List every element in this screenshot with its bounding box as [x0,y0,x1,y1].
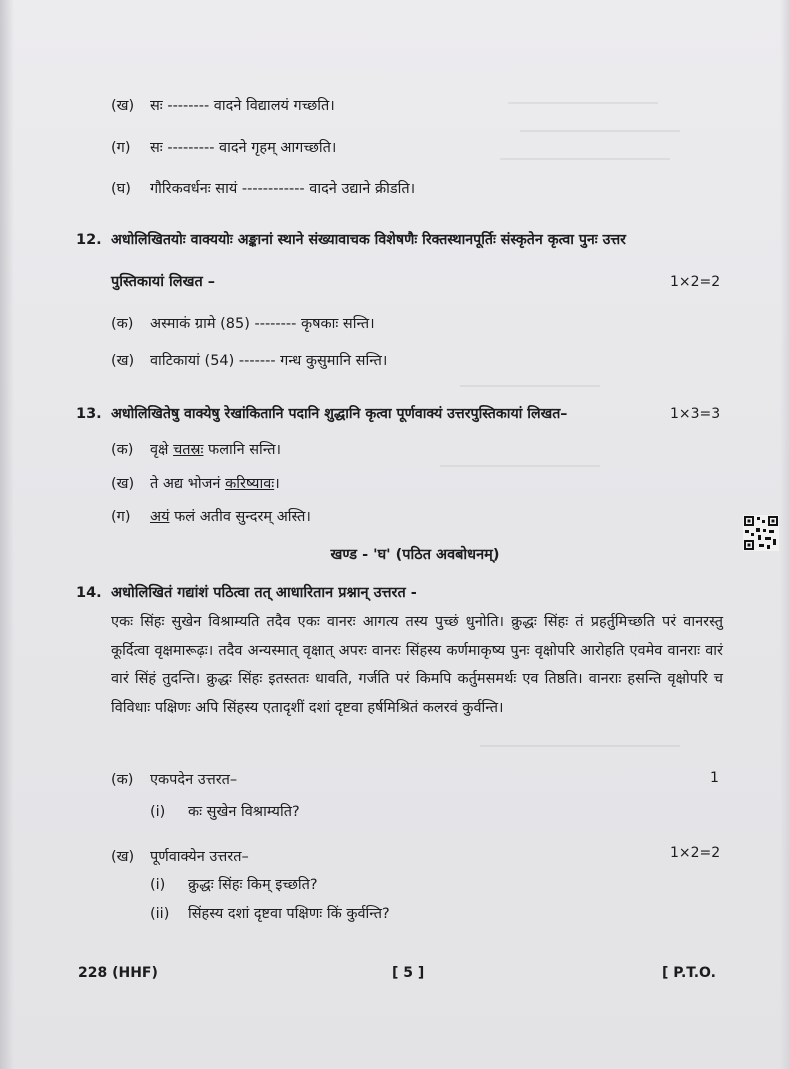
sub-item-text: सिंहस्य दशां दृष्टवा पक्षिणः किं कुर्वन्ति? [188,906,390,922]
underlined-word: चतस्रः [173,442,204,458]
question-text: अधोलिखितयोः वाक्ययोः अङ्कानां स्थाने संख्यावाचक विशेषणैः रिक्तस्थानपूर्तिः संस्कृतेन कृत्वा पुनः उत्तर [111,232,626,248]
question-text: अधोलिखितं गद्यांशं पठित्वा तत् आधारितान प्रश्नान् उत्तरत - [111,585,417,601]
sub-item-label: (ii) [150,906,170,922]
item-label: (ग) [111,140,131,156]
question-text: अधोलिखितेषु वाक्येषु रेखांकितानि पदानि शुद्धानि कृत्वा पूर्णवाक्यं उत्तरपुस्तिकायां लिखत– [111,406,568,422]
item-label: (ख) [111,353,135,369]
show-through-mark [480,745,680,747]
item-text: वृक्षे चतस्रः फलानि सन्ति। [150,442,282,458]
item-text: अयं फलं अतीव सुन्दरम् अस्ति। [150,509,311,525]
item-label: (ग) [111,509,131,525]
question-number: 14. [76,585,102,601]
underlined-word: अयं [150,509,170,525]
item-label: (ख) [111,476,135,492]
marks: 1×2=2 [670,845,721,861]
sub-item-label: (i) [150,877,166,893]
show-through-mark [460,385,600,387]
page-edge-shadow-right [780,0,790,1069]
item-label: (ख) [111,98,135,114]
question-text-cont: पुस्तिकायां लिखत – [111,274,216,290]
sub-question-text: पूर्णवाक्येन उत्तरत– [150,849,249,865]
item-text: ते अद्य भोजनं करिष्यावः। [150,476,280,492]
marks: 1×2=2 [670,274,721,290]
paper-code: 228 (HHF) [78,965,158,981]
pto-note: [ P.T.O. [662,965,716,981]
question-number: 12. [76,232,102,248]
item-text: सः --------- वादने गृहम् आगच्छति। [150,140,337,156]
item-label: (क) [111,316,134,332]
item-label: (क) [111,442,134,458]
sub-question-label: (ख) [111,849,135,865]
question-number: 13. [76,406,102,422]
sub-question-text: एकपदेन उत्तरत– [150,772,238,788]
item-label: (घ) [111,181,131,197]
passage: एकः सिंहः सुखेन विश्राम्यति तदैव एकः वानरः आगत्य तस्य पुच्छं धुनोति। क्रुद्धः सिंहः तं प्रहर्तुमिच्छति परं वानरस्तु कूर्दित्वा वृक्षमारूढ़ः। तदैव अन्यस्मात् वृक्षात् अपरः वानरः सिंहस्य कर्णमाकृष्य पुनः वृक्षोपरि आरोहति एवमेव वानराः वारं वारं सिंहं तुदन्ति। क्रुद्धः सिंहः इतस्ततः धावति, गर्जति परं किमपि कर्तुमसमर्थः एव तिष्ठति। वानराः हसन्ति वृक्षोपरि च विविधाः पक्षिणः अपि सिंहस्य एतादृशीं दशां दृष्टवा हर्षमिश्रितं कलरवं कुर्वन्ति। [111,614,723,716]
show-through-mark [520,130,680,132]
marks: 1×3=3 [670,406,721,422]
page-edge-shadow [0,0,14,1069]
item-text: अस्माकं ग्रामे (85) -------- कृषकाः सन्ति। [150,316,375,332]
item-text: गौरिकवर्धनः सायं ------------ वादने उद्याने क्रीडति। [150,181,416,197]
marks: 1 [710,770,719,786]
sub-question-label: (क) [111,772,134,788]
sub-item-text: कः सुखेन विश्राम्यति? [188,804,300,820]
sub-item-label: (i) [150,804,166,820]
page-number: [ 5 ] [392,965,425,981]
item-text: सः -------- वादने विद्यालयं गच्छति। [150,98,335,114]
underlined-word: करिष्यावः [225,476,275,492]
show-through-mark [500,158,670,160]
show-through-mark [440,465,600,467]
item-text: वाटिकायां (54) ------- गन्ध कुसुमानि सन्ति। [150,353,388,369]
section-heading: खण्ड - 'घ' (पठित अवबोधनम्) [330,547,500,563]
sub-item-text: क्रुद्धः सिंहः किम् इच्छति? [188,877,318,893]
show-through-mark [508,102,658,104]
